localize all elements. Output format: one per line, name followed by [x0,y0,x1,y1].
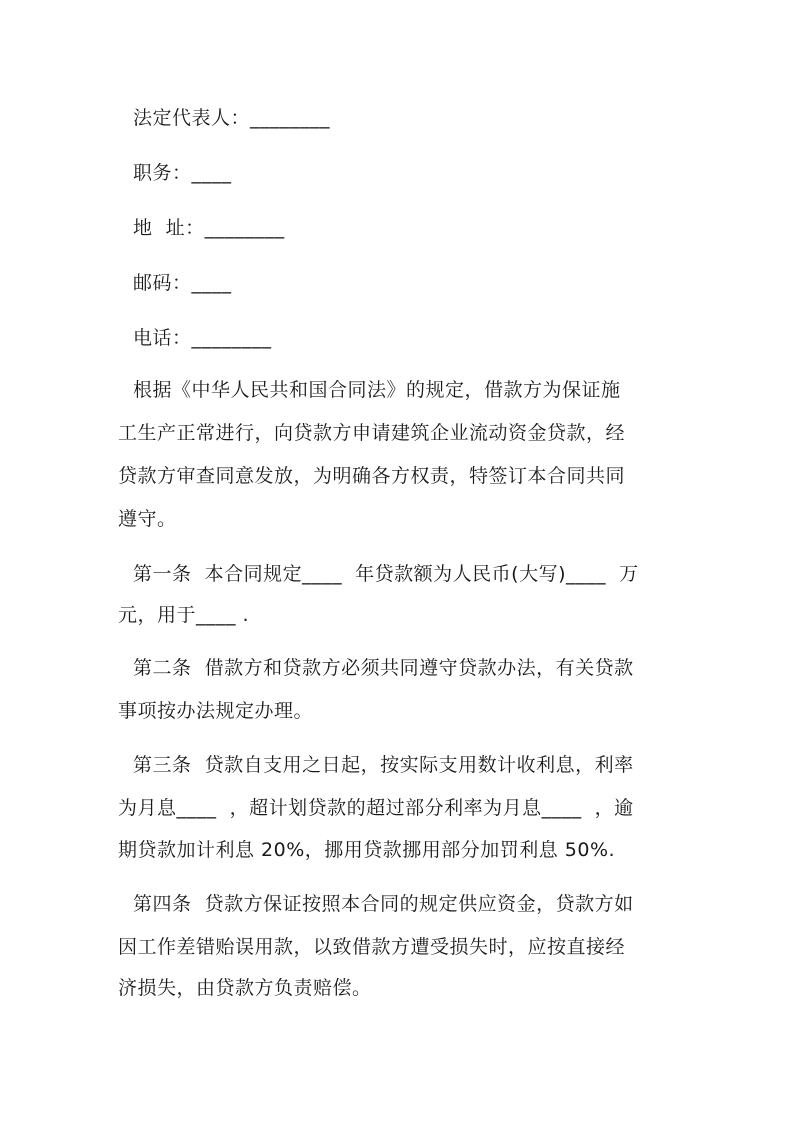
phone-field: 电话：________ [133,327,272,349]
paragraph-line: 遵守。 [118,508,177,530]
paragraph-line: 事项按办法规定办理。 [118,700,314,722]
legal-representative-field: 法定代表人：________ [133,107,331,129]
paragraph-line: 期贷款加计利息 20%，挪用贷款挪用部分加罚利息 50%. [118,839,616,861]
position-field: 职务：____ [133,162,232,184]
paragraph-line: 根据《中华人民共和国合同法》的规定，借款方为保证施 [133,379,621,401]
postcode-field: 邮码：____ [133,272,232,294]
address-field: 地 址：________ [133,217,285,239]
paragraph-line: 工生产正常进行，向贷款方申请建筑企业流动资金贷款，经 [118,422,626,444]
paragraph-line: 元，用于____ . [118,604,250,626]
paragraph-line: 第二条 借款方和贷款方必须共同遵守贷款办法，有关贷款 [133,657,634,679]
paragraph-line: 第三条 贷款自支用之日起，按实际支用数计收利息，利率 [133,754,634,776]
paragraph-line: 第四条 贷款方保证按照本合同的规定供应资金，贷款方如 [133,893,634,915]
paragraph-line: 济损失，由贷款方负责赔偿。 [118,977,372,999]
paragraph-line: 贷款方审查同意发放，为明确各方权责，特签订本合同共同 [118,465,626,487]
paragraph-line: 第一条 本合同规定____ 年贷款额为人民币(大写)____ 万 [133,563,639,585]
paragraph-line: 因工作差错贻误用款，以致借款方遭受损失时，应按直接经 [118,936,626,958]
paragraph-line: 为月息____ ，超计划贷款的超过部分利率为月息____ ，逾 [118,797,634,819]
